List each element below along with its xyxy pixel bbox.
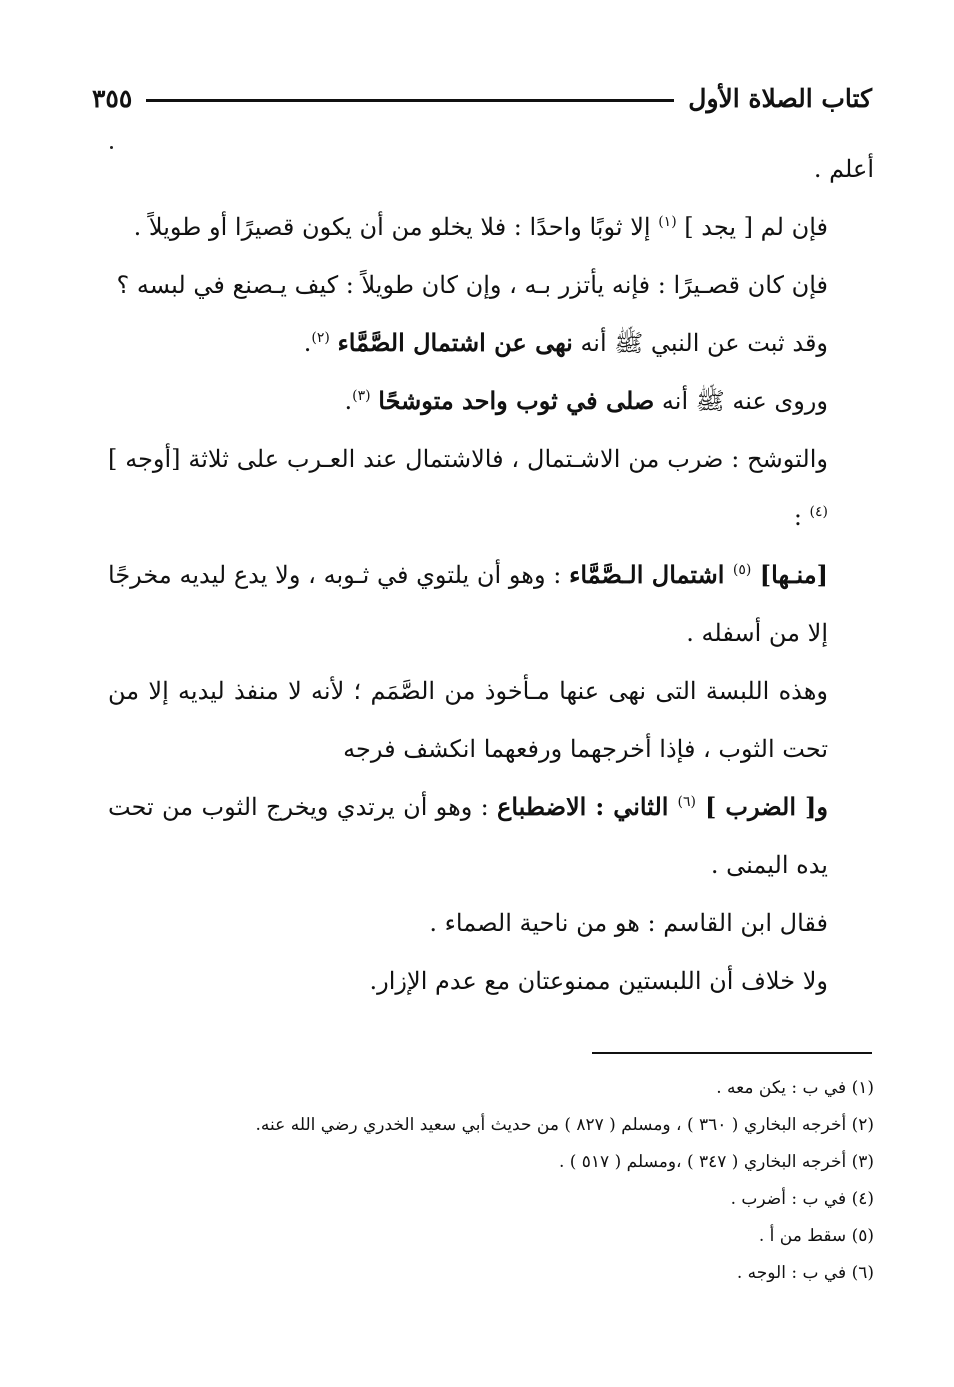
footnote-ref[interactable]: (٢) [311,330,330,346]
paragraph-text: . [303,329,312,357]
paragraph-text: أعلم . [813,155,874,183]
paragraph-text: فإن كان قصـيرًا : فإنه يأتزر بـه ، وإن كان طويلاً : كيف يـصنع في لبسه ؟ [116,271,828,299]
footnote-3: (٣) أخرجه البخاري ( ٣٤٧ ) ،ومسلم ( ٥١٧ ) . [558,1152,874,1172]
footnote-1: (١) في ب : يكن معه . [716,1078,874,1098]
chapter-title: كتاب الصلاة الأول [688,83,872,113]
footnote-ref[interactable]: (٤) [809,504,828,520]
footnote-ref[interactable]: (٣) [352,388,371,404]
paragraph-text: والتوشح : ضرب من الاشـتمال ، فالاشتمال عند العـرب على ثلاثة [أوجه ] [108,445,828,473]
bold-phrase: صلى في ثوب واحد متوشحًا [378,386,655,415]
paragraph-6 [108,430,874,546]
footnote-ref[interactable]: (٦) [677,794,696,810]
footnote-6: (٦) في ب : الوجه . [736,1263,874,1283]
bold-phrase: و[ الضرب ] [695,792,828,821]
footnote-separator [592,1052,872,1054]
bold-phrase: [منـها] [751,560,828,589]
paragraph-8 [108,662,874,778]
footnote-ref[interactable]: (٥) [732,562,752,578]
paragraph-1 [108,140,874,198]
footnotes [108,1070,874,1292]
paragraph-text: وروى عنه ﷺ أنه [654,387,828,415]
paragraph-4 [108,314,874,372]
footnote-4: (٤) في ب : أضرب . [730,1189,874,1209]
paragraph-text: . [344,387,353,415]
paragraph-2 [108,198,874,256]
paragraph-5 [108,372,874,430]
paragraph-7 [108,546,874,662]
bold-phrase: اشتمال الـصَّمَّاء [569,560,733,589]
paragraph-text: فإن لم [ يجد ] [676,213,828,241]
paragraph-text: وهذه اللبسة التى نهى عنها مـأخوذ من الصَّمَم ؛ لأنه لا منفذ ليديه إلا من تحت الثوب ، فإذا أخرجهما ورفعهما انكشف فرجه [108,677,828,763]
paragraph-9 [108,778,874,894]
paragraph-text: : وهو أن يلتوي في ثـوبه ، ولا يدع ليديه مخرجًا إلا من أسفله . [108,561,828,647]
paragraph-text: وقد ثبت عن النبي ﷺ أنه [572,329,828,357]
paragraph-10 [108,894,874,952]
bold-phrase: الثاني : الاضطباع [497,792,678,821]
running-header [92,76,872,120]
paragraph-text: : وهو أن يرتدي ويخرج الثوب من تحت يده اليمنى . [108,793,828,879]
paragraph-text: ولا خلاف أن اللبستين ممنوعتان مع عدم الإزار. [369,967,828,995]
footnote-ref[interactable]: (١) [658,214,677,230]
paragraph-text: : [793,503,810,531]
page-number: ٣٥٥ [92,83,133,113]
header-rule [146,99,674,102]
main-text [108,140,874,1010]
bold-phrase: نهى عن اشتمال الصَّمَّاء [337,328,573,357]
footnote-2: (٢) أخرجه البخاري ( ٣٦٠ ) ، ومسلم ( ٨٢٧ ) من حديث أبي سعيد الخدري رضي الله عنه. [255,1115,874,1135]
paragraph-11 [108,952,874,1010]
paragraph-text: إلا ثوبًا واحدًا : فلا يخلو من أن يكون قصيرًا أو طويلاً . [133,213,659,241]
paragraph-3 [108,256,874,314]
paragraph-text: فقال ابن القاسم : هو من ناحية الصماء . [429,909,828,937]
footnote-5: (٥) سقط من أ . [758,1226,874,1246]
